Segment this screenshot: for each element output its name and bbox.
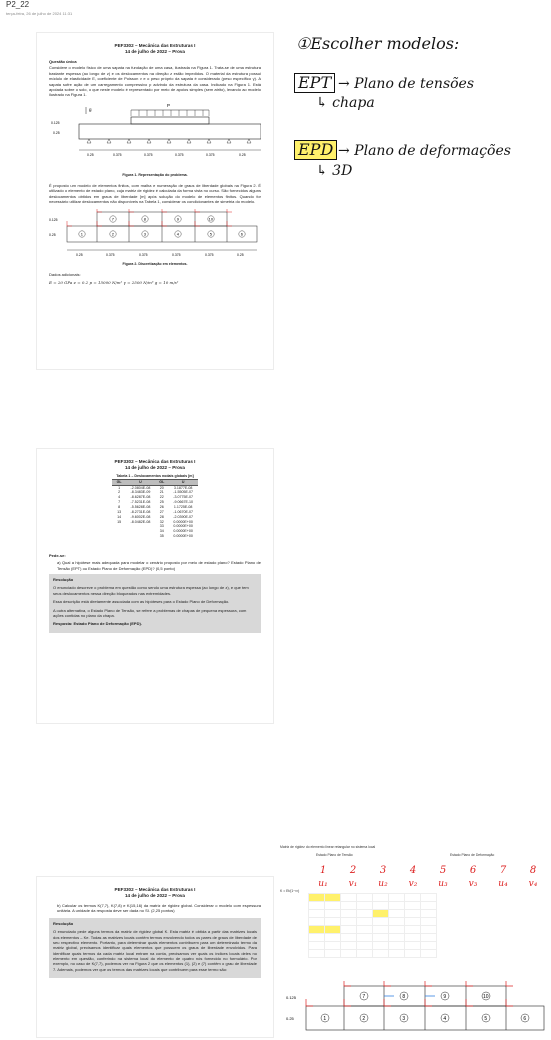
fig2-spans [76, 253, 244, 257]
column-header: U [169, 479, 198, 485]
matrix-cell [373, 902, 389, 910]
resolution-answer: Resposta: Estado Plano de Deformação (EPD). [53, 621, 142, 627]
section-title: Questão única [49, 58, 77, 64]
column-header: GL [112, 479, 126, 485]
fig2-dim-1: 0.125 [49, 218, 58, 223]
resolution-box-b [49, 918, 261, 979]
table-cell: 0.0000E+00 [173, 529, 193, 534]
table-cell: -8.3483E-09 [130, 490, 151, 495]
matrix-cell [341, 934, 357, 942]
table-cell: -1.5505E-07 [173, 490, 194, 495]
matrix-cell [309, 942, 325, 950]
stiffness-matrix-grid [308, 893, 437, 958]
matrix-cell [341, 902, 357, 910]
matrix-cell [405, 926, 421, 934]
table-cell: 1 [118, 485, 121, 490]
column-name: u₄ [498, 879, 508, 889]
note-title: P2_22 [6, 0, 30, 9]
mesh-grid [67, 212, 257, 242]
resolution-title: Resolução [53, 577, 74, 583]
supports [87, 139, 251, 143]
question-b: b) Calcular os termos K(7,7), K(7,8) e K(15,16) da matriz de rigidez global. Considerar o modelo com espessura unitária. A unidade da resposta deve ser dada no SI. (2,25 pontos) [57, 902, 261, 914]
matrix-cell [357, 926, 373, 934]
matrix-cell [357, 934, 373, 942]
exam-page-1 [36, 32, 274, 370]
element-number: 1 [323, 1016, 327, 1022]
column-number: 6 [469, 865, 477, 876]
matrix-cell [373, 934, 389, 942]
table-cell: -9.6002E-08 [130, 514, 151, 519]
table-cell: -2.0390E-07 [173, 514, 194, 519]
table-cell: 7 [118, 500, 121, 505]
handwritten-epd-desc: → Plano de deformações [338, 143, 511, 159]
table-cell: 1.1725E-08 [173, 505, 193, 509]
intro-paragraph: Considere o modelo físico de uma sapata na fundação de uma casa, ilustrada na Figura 1. Trata-se de uma estrutura bastante espessa (ao longo de z) e os deslocamentos na direção z estão impedidos. O material da estrutura possui módulo de elasticidade E, coeficiente de Poisson ν e o peso próprio da sapata é considerado (peso específico γ). A sapata sofre ação de um carregamento compressivo p advindo da estrutura da casa. Indicado na Figura 1. Está apoiada sobre o solo, o que neste modelo é representado por meio de apoios simples (sem atrito), levando ao modelo ilustrado na Figura 1. [49, 65, 261, 98]
matrix-cell [309, 918, 325, 926]
load-g-label: g [89, 106, 92, 112]
matrix-cell [309, 926, 325, 934]
column-number: 5 [439, 865, 447, 876]
matrix-cell [421, 902, 437, 910]
element-number: 1 [80, 231, 84, 237]
matrix-cell [421, 894, 437, 902]
matrix-cell [357, 894, 373, 902]
column-header: U [126, 479, 155, 485]
matrix-cell [373, 950, 389, 958]
matrix-cell [389, 942, 405, 950]
mesh-grid [306, 986, 544, 1030]
table-cell: 2 [118, 490, 121, 495]
course-title: PEF3302 – Mecânica das Estruturas I [114, 459, 196, 464]
table-cell: 20 [159, 485, 164, 490]
column-number: 8 [529, 865, 537, 876]
column-name: v₃ [468, 879, 478, 889]
resolution-paragraph: O enunciado pede alguns termos da matriz de rigidez global K. Esta matriz é obtida a partir das matrizes locais dos elementos – Ke. Todas as matrizes locais contêm termos envolvendo todos os pares de graus de liberdade de seu respectivo elemento. Portanto, para determinar quais elementos contribuem para um determinado termo da matriz global, precisamos identificar quais elementos que possuem os graus de liberdade envolvidos. Para identificar quais termos da cada matriz local entram na conta, precisamos ver quais os índices locais deles no elemento em questão, conferindo na sistema local do elemento de quatro nós fornecido no formulário. Por exemplo, no caso de K(7,7), podemos ver na Figura 2 que os elementos (1), (2) e (7) contêm o grau de liberdade 7. Ademais, podemos ver que os termos das matrizes locais que contribuem para esse termo são: [53, 929, 257, 972]
table-cell: -3.0775E-07 [173, 495, 194, 500]
matrix-cell [341, 894, 357, 902]
matrix-row [309, 894, 437, 902]
element-number: 8 [143, 216, 147, 222]
table-cell: 0.0000E+00 [173, 519, 193, 524]
table-cell: 35 [159, 534, 164, 539]
table-body [112, 485, 197, 539]
span-label: 0.25 [237, 253, 244, 258]
handwritten-epd-sub: ↳ 3D [316, 163, 353, 179]
matrix-cell [405, 910, 421, 918]
fig1-spans [87, 153, 246, 157]
matrix-cell [389, 934, 405, 942]
matrix-cell [341, 950, 357, 958]
matrix-cell [357, 918, 373, 926]
matrix-cell [421, 926, 437, 934]
matrix-row [309, 910, 437, 918]
element-number: 7 [362, 994, 366, 1000]
table-cell: 14 [117, 514, 122, 519]
table-cell: 0.0000E+00 [173, 524, 193, 529]
table-cell: 4 [118, 495, 121, 500]
fem-paragraph: É proposto um modelo de elementos finitos, com malha e numeração de graus de liberdade globais na Figura 2. É utilizado o elemento de estado plano, cuja matriz de rigidez é calculada da forma vista no curso. São fornecidos alguns deslocamentos obtidos em graus de liberdade [m] após solução do modelo de elementos finitos. Quando for necessário utilizar deslocamentos não disponíveis na Tabela 1, considerar os condicionantes de simetria do modelo. [49, 182, 261, 205]
column-number: 4 [409, 865, 417, 876]
table-cell: 27 [159, 509, 164, 514]
column-name: u₂ [378, 879, 388, 889]
table-cell: -9.0667E-10 [173, 500, 194, 505]
fig1-dim-2: 0.25 [53, 130, 60, 135]
mesh-dim-1: 0.125 [286, 995, 297, 1000]
dof-arrows [67, 209, 232, 226]
matrix-cell [421, 950, 437, 958]
footing-base [79, 124, 261, 139]
matrix-prefix: K = Et/(1−ν²) [280, 889, 300, 893]
element-number: 2 [111, 231, 115, 237]
table-cell: -8.0482E-08 [130, 519, 151, 524]
element-number: 4 [176, 231, 180, 237]
matrix-row [309, 902, 437, 910]
span-label: 0.375 [175, 152, 184, 157]
table-cell: 3.1877E-08 [173, 485, 193, 490]
column-name: u₃ [438, 879, 448, 889]
matrix-cell [309, 902, 325, 910]
exam-page-2 [36, 448, 274, 724]
matrix-cell [373, 910, 389, 918]
column-header: GL [155, 479, 169, 485]
column-name: v₂ [408, 879, 418, 889]
matrix-cell [309, 894, 325, 902]
element-number: 3 [402, 1016, 406, 1022]
matrix-cell [421, 910, 437, 918]
span-label: 0.25 [87, 152, 94, 157]
column-number: 3 [379, 865, 387, 876]
element-number: 4 [443, 1016, 447, 1022]
right-matrix-label: Estado Plano de Deformação [450, 853, 495, 857]
matrix-cell [309, 910, 325, 918]
table-cell: -2.0804E-08 [130, 485, 151, 490]
matrix-cell [325, 902, 341, 910]
matrix-cell [421, 942, 437, 950]
table-cell: 8 [118, 505, 121, 509]
element-number: 6 [523, 1016, 527, 1022]
figure-2-caption: Figura 2. Discretização em elementos. [122, 261, 188, 266]
matrix-column-numbers [312, 865, 544, 876]
displacement-table [112, 474, 197, 539]
fig1-dim-1: 0.125 [51, 120, 60, 125]
mesh-dim-2: 0.25 [286, 1016, 294, 1021]
table-cell: -5.5628E-08 [130, 505, 151, 509]
page-header [49, 43, 261, 55]
table-row [112, 534, 197, 539]
extra-data-label: Dados adicionais: [49, 271, 81, 277]
matrix-cell [421, 918, 437, 926]
matrix-row [309, 950, 437, 958]
matrix-cell [405, 942, 421, 950]
matrix-row [309, 918, 437, 926]
figure-1-caption: Figura 1. Representação do problema. [122, 173, 188, 178]
span-label: 0.375 [206, 152, 215, 157]
handwritten-ept-desc: → Plano de tensões [338, 76, 475, 92]
span-label: 0.25 [76, 253, 83, 258]
footing-stem [131, 117, 209, 124]
table-cell: 21 [159, 490, 164, 495]
handwritten-ept-box: EPT [294, 73, 335, 93]
matrix-cell [309, 950, 325, 958]
table-cell [112, 534, 126, 539]
element-number: 8 [402, 994, 406, 1000]
element-number: 5 [484, 1016, 488, 1022]
element-number: 10 [208, 216, 214, 222]
span-label: 0.25 [239, 152, 246, 157]
column-number: 2 [349, 865, 357, 876]
handwritten-epd-box: EPD [294, 140, 337, 160]
table-cell [126, 534, 155, 539]
span-label: 0.375 [113, 152, 122, 157]
exam-page-3 [36, 876, 274, 1038]
resolution-box-a [49, 574, 261, 633]
matrix-cell [389, 950, 405, 958]
element-number: 7 [111, 216, 115, 222]
table-cell: 26 [159, 505, 164, 509]
table-cell: 13 [117, 509, 122, 514]
table-cell: -8.2731E-08 [130, 509, 151, 514]
extra-data-values: E = 20 GPa ν = 0.2 p = 15000 N/m² γ = 2500 N/m³ g = 10 m/s² [49, 280, 179, 286]
handwritten-step: ①Escolher modelos: [296, 34, 460, 53]
resolution-title: Resolução [53, 920, 74, 926]
element-number: 3 [143, 231, 147, 237]
load-p-label: P [167, 102, 171, 108]
ask-label: Pede-se: [49, 552, 66, 558]
table-cell: 22 [159, 495, 164, 500]
span-label: 0.375 [172, 253, 181, 258]
course-title: PEF3302 – Mecânica das Estruturas I [114, 887, 196, 892]
exam-date: 14 de julho de 2022 – Prova [124, 892, 185, 898]
table-cell: 33 [159, 524, 164, 529]
table-cell: 25 [159, 500, 164, 505]
table-cell: 28 [159, 514, 164, 519]
span-label: 0.375 [106, 253, 115, 258]
matrix-cell [405, 950, 421, 958]
distributed-load-arrows [131, 110, 209, 116]
element-number: 5 [209, 231, 213, 237]
matrix-cell [357, 910, 373, 918]
matrix-cell [341, 942, 357, 950]
stiffness-matrix-panel [280, 845, 548, 935]
matrix-cell [357, 942, 373, 950]
element-number: 10 [483, 994, 489, 1000]
column-number: 7 [499, 865, 507, 876]
figure-2-mesh [49, 208, 261, 260]
matrix-cell [421, 934, 437, 942]
fig2-dim-2: 0.25 [49, 233, 56, 238]
column-number: 1 [319, 865, 327, 876]
matrix-cell [405, 934, 421, 942]
element-number: 2 [362, 1016, 366, 1022]
matrix-cell [325, 950, 341, 958]
column-name: v₄ [528, 879, 538, 889]
page-header [49, 887, 261, 899]
matrix-row [309, 942, 437, 950]
matrix-cell [325, 918, 341, 926]
element-number: 9 [443, 994, 447, 1000]
table-cell: 0.0000E+00 [173, 534, 193, 539]
matrix-cell [341, 918, 357, 926]
table-cell: -8.6287E-08 [130, 495, 151, 500]
matrix-cell [373, 926, 389, 934]
matrix-cell [341, 910, 357, 918]
exam-date: 14 de julho de 2022 – Prova [124, 48, 185, 54]
matrix-cell [405, 894, 421, 902]
matrix-cell [373, 894, 389, 902]
table-cell: -1.0670E-07 [173, 509, 194, 514]
matrix-column-names [312, 879, 544, 889]
matrix-cell [309, 934, 325, 942]
annotated-mesh [286, 980, 548, 1038]
matrix-cell [357, 950, 373, 958]
matrix-cell [389, 894, 405, 902]
handwritten-ept-sub: ↳ chapa [316, 95, 375, 111]
matrix-cell [389, 926, 405, 934]
matrix-title: Matriz de rigidez do elemento linear retangular no sistema local [280, 845, 376, 849]
matrix-cell [389, 918, 405, 926]
matrix-cell [357, 902, 373, 910]
matrix-cell [325, 926, 341, 934]
exam-date: 14 de julho de 2022 – Prova [124, 464, 185, 470]
table-cell: 34 [159, 529, 164, 534]
resolution-paragraph: O enunciado descreve o problema em questão como sendo uma estrutura espessa (ao longo de z), e que tem seus deslocamentos nessa direção bloqueados nas extremidades. [53, 585, 249, 596]
column-name: u₁ [318, 879, 328, 889]
matrix-row [309, 926, 437, 934]
matrix-cell [405, 918, 421, 926]
matrix-cell [325, 910, 341, 918]
matrix-cell [389, 910, 405, 918]
span-label: 0.375 [139, 253, 148, 258]
left-matrix-label: Estado Plano de Tensão [316, 853, 353, 857]
table-cell: -7.5231E-08 [130, 500, 151, 505]
matrix-cell [325, 934, 341, 942]
matrix-cell [389, 902, 405, 910]
span-label: 0.375 [205, 253, 214, 258]
resolution-paragraph: Essa descrição está diretamente associada com as hipóteses para o Estado Plano de Deformação. [53, 599, 230, 605]
span-label: 0.375 [144, 152, 153, 157]
matrix-cell [405, 902, 421, 910]
page-header [49, 459, 261, 471]
matrix-cell [373, 942, 389, 950]
dof-arrows [306, 981, 513, 1006]
element-number: 6 [240, 231, 244, 237]
matrix-cell [341, 926, 357, 934]
course-title: PEF3302 – Mecânica das Estruturas I [114, 43, 196, 48]
column-name: v₁ [348, 879, 358, 889]
question-a: a) Qual a hipótese mais adequada para modelar o cenário proposto por meio de estado plano? Estado Plano de Tensão (EPT) ou Estado Plano de Deformação (EPD)? (0,5 ponto) [57, 560, 261, 571]
table-cell: 32 [159, 519, 164, 524]
matrix-cell [373, 918, 389, 926]
figure-1-diagram [49, 102, 261, 172]
element-number: 9 [176, 216, 180, 222]
note-date: terça-feira, 26 de julho de 2024 11:31 [6, 11, 73, 16]
matrix-cell [325, 894, 341, 902]
table-cell: 15 [117, 519, 122, 524]
table-title: Tabela 1 – Deslocamentos nodais globais [m] [116, 473, 194, 478]
matrix-cell [325, 942, 341, 950]
matrix-row [309, 934, 437, 942]
resolution-paragraph: A outra alternativa, o Estado Plano de Tensão, se refere a problemas de chapas de pequena espessura, com ações contidas no plano da chapa. [53, 607, 247, 619]
